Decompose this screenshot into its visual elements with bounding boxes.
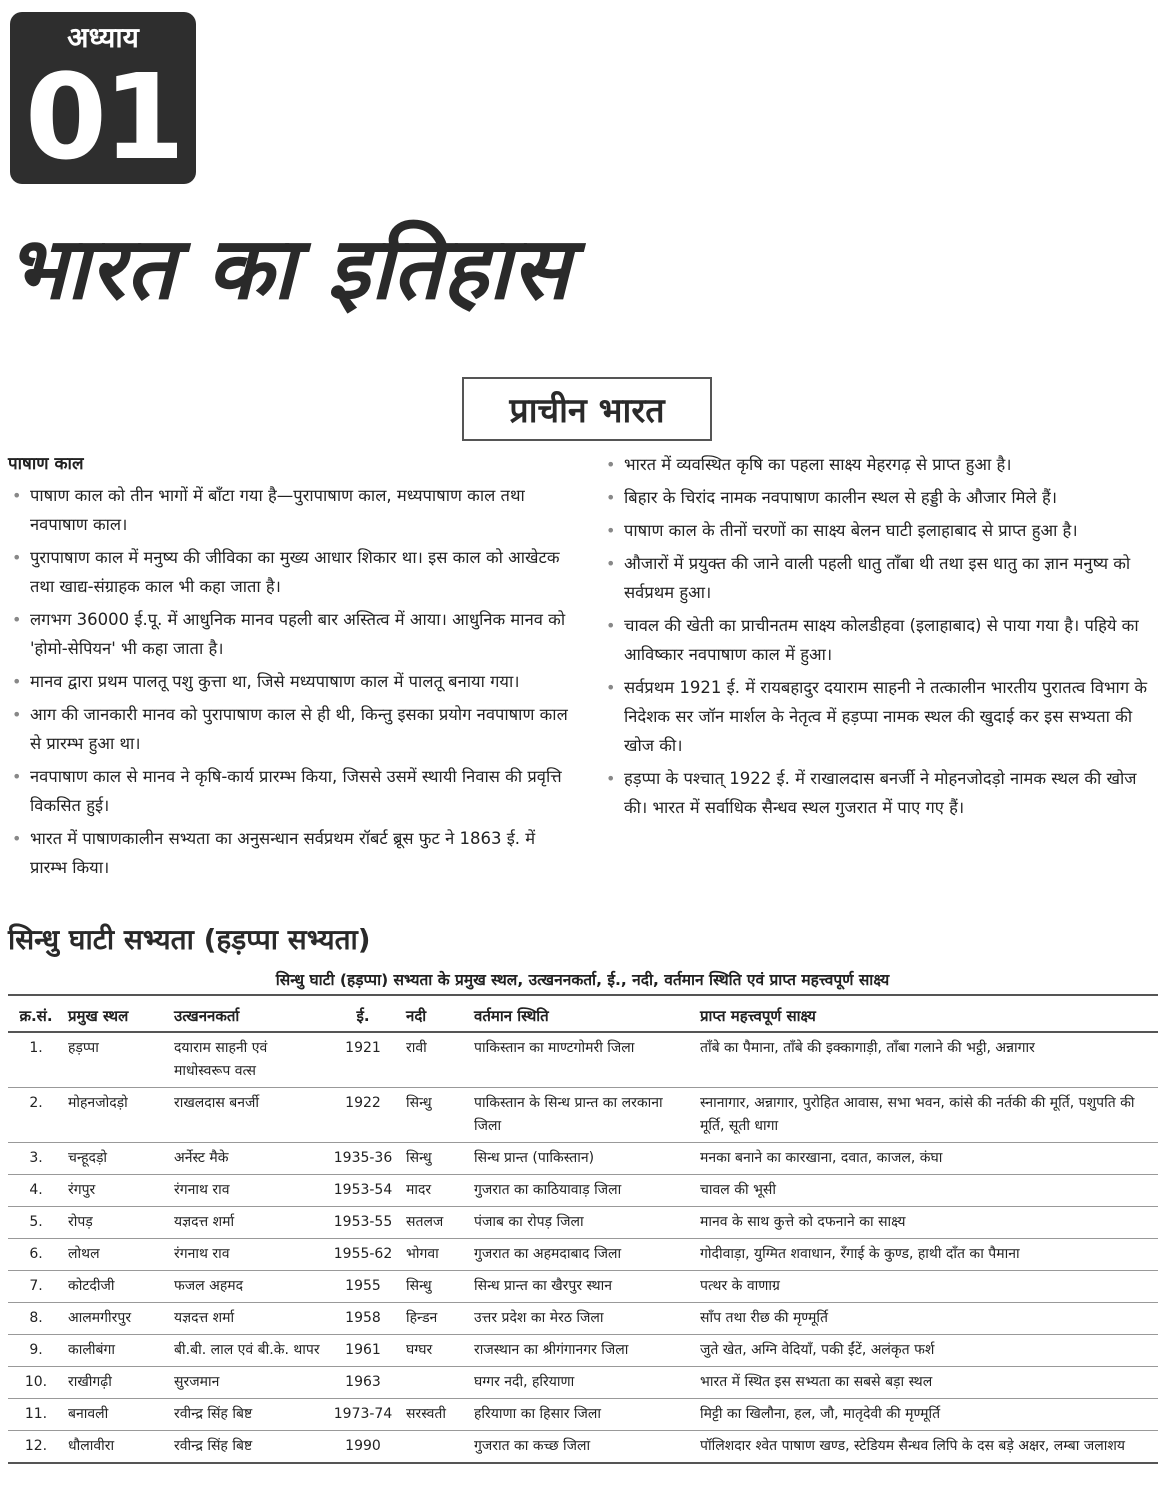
bullet-point: • पुरापाषाण काल में मनुष्य की जीविका का मुख्य आधार शिकार था। इस काल को आखेटक तथा खाद्य-संग्राहक काल भी कहा जाता है। [8,543,576,601]
table-row [8,1088,1158,1143]
bullet-point: • भारत में व्यवस्थित कृषि का पहला साक्ष्य मेहरगढ़ से प्राप्त हुआ है। [602,450,1158,479]
cell-site: धौलावीरा [64,1431,170,1464]
cell-site: बनावली [64,1399,170,1431]
cell-present-location: पाकिस्तान का माण्टगोमरी जिला [470,1032,696,1088]
table-row [8,1207,1158,1239]
column-header-serial-number: क्र.सं. [8,995,64,1032]
cell-excavator: सुरजमान [170,1367,324,1399]
bullet-point: • पाषाण काल के तीनों चरणों का साक्ष्य बेलन घाटी इलाहाबाद से प्राप्त हुआ है। [602,516,1158,545]
cell-evidence: मानव के साथ कुत्ते को दफनाने का साक्ष्य [696,1207,1158,1239]
bullet-point: • बिहार के चिरांद नामक नवपाषाण कालीन स्थल से हड्डी के औजार मिले हैं। [602,483,1158,512]
cell-evidence: साँप तथा रीछ की मृण्मूर्ति [696,1303,1158,1335]
cell-evidence: भारत में स्थित इस सभ्यता का सबसे बड़ा स्थल [696,1367,1158,1399]
cell-present-location: सिन्ध प्रान्त (पाकिस्तान) [470,1143,696,1175]
cell-present-location: पंजाब का रोपड़ जिला [470,1207,696,1239]
cell-present-location: पाकिस्तान के सिन्ध प्रान्त का लरकाना जिला [470,1088,696,1143]
cell-river: भोगवा [402,1239,470,1271]
page-title: भारत का इतिहास [6,219,571,319]
table-header-row [8,995,1158,1032]
cell-year: 1990 [324,1431,402,1464]
table-row [8,1399,1158,1431]
cell-evidence: मनका बनाने का कारखाना, दवात, काजल, कंघा [696,1143,1158,1175]
cell-year: 1922 [324,1088,402,1143]
cell-site: कोटदीजी [64,1271,170,1303]
table-row [8,1032,1158,1088]
section-title: प्राचीन भारत [462,377,712,441]
cell-evidence: जुते खेत, अग्नि वेदियाँ, पकी ईंटें, अलंकृत फर्श [696,1335,1158,1367]
cell-serial-number: 1. [8,1032,64,1088]
indus-heading: सिन्धु घाटी सभ्यता (हड़प्पा सभ्यता) [8,923,371,956]
cell-site: रंगपुर [64,1175,170,1207]
column-header-excavator: उत्खननकर्ता [170,995,324,1032]
cell-present-location: हरियाणा का हिसार जिला [470,1399,696,1431]
cell-excavator: रवीन्द्र सिंह बिष्ट [170,1399,324,1431]
chapter-number: 01 [24,48,182,186]
cell-river: रावी [402,1032,470,1088]
table-row [8,1431,1158,1464]
cell-serial-number: 9. [8,1335,64,1367]
bullet-point: • औजारों में प्रयुक्त की जाने वाली पहली धातु ताँबा थी तथा इस धातु का ज्ञान मनुष्य को सर्वप्रथम हुआ। [602,549,1158,607]
cell-evidence: गोदीवाड़ा, युग्मित शवाधान, रँगाई के कुण्ड, हाथी दाँत का पैमाना [696,1239,1158,1271]
cell-excavator: रंगनाथ राव [170,1239,324,1271]
cell-serial-number: 3. [8,1143,64,1175]
cell-site: रोपड़ [64,1207,170,1239]
cell-serial-number: 10. [8,1367,64,1399]
bullet-point: • आग की जानकारी मानव को पुरापाषाण काल से ही थी, किन्तु इसका प्रयोग नवपाषाण काल से प्रारम्भ हुआ था। [8,700,576,758]
stone-age-right-list [602,450,1158,822]
stone-age-heading: पाषाण काल [8,454,84,474]
cell-evidence: मिट्टी का खिलौना, हल, जौ, मातृदेवी की मृण्मूर्ति [696,1399,1158,1431]
cell-evidence: पॉलिशदार श्वेत पाषाण खण्ड, स्टेडियम सैन्धव लिपि के दस बड़े अक्षर, लम्बा जलाशय [696,1431,1158,1464]
cell-river: घग्घर [402,1335,470,1367]
cell-year: 1921 [324,1032,402,1088]
cell-serial-number: 8. [8,1303,64,1335]
table-row [8,1239,1158,1271]
column-header-river: नदी [402,995,470,1032]
cell-site: कालीबंगा [64,1335,170,1367]
cell-river: सिन्धु [402,1143,470,1175]
bullet-point: • मानव द्वारा प्रथम पालतू पशु कुत्ता था, जिसे मध्यपाषाण काल में पालतू बनाया गया। [8,667,576,696]
cell-present-location: सिन्ध प्रान्त का खैरपुर स्थान [470,1271,696,1303]
cell-excavator: रवीन्द्र सिंह बिष्ट [170,1431,324,1464]
cell-excavator: अर्नेस्ट मैके [170,1143,324,1175]
cell-serial-number: 6. [8,1239,64,1271]
cell-site: मोहनजोदड़ो [64,1088,170,1143]
column-header-year: ई. [324,995,402,1032]
table-row [8,1303,1158,1335]
bullet-point: • हड़प्पा के पश्चात् 1922 ई. में राखालदास बनर्जी ने मोहनजोदड़ो नामक स्थल की खोज की। भारत में सर्वाधिक सैन्धव स्थल गुजरात में पाए गए हैं। [602,764,1158,822]
column-header-evidence: प्राप्त महत्त्वपूर्ण साक्ष्य [696,995,1158,1032]
cell-excavator: दयाराम साहनी एवं माधोस्वरूप वत्स [170,1032,324,1088]
table-row [8,1143,1158,1175]
cell-serial-number: 4. [8,1175,64,1207]
table-row [8,1367,1158,1399]
cell-river [402,1431,470,1464]
column-header-site: प्रमुख स्थल [64,995,170,1032]
cell-excavator: फजल अहमद [170,1271,324,1303]
table-row [8,1271,1158,1303]
bullet-point: • सर्वप्रथम 1921 ई. में रायबहादुर दयाराम साहनी ने तत्कालीन भारतीय पुरातत्व विभाग के निदेशक सर जॉन मार्शल के नेतृत्व में हड़प्पा नामक स्थल की खुदाई कर इस सभ्यता की खोज की। [602,673,1158,760]
table-row [8,1335,1158,1367]
table-row [8,1175,1158,1207]
cell-year: 1953-55 [324,1207,402,1239]
bullet-point: • भारत में पाषाणकालीन सभ्यता का अनुसन्धान सर्वप्रथम रॉबर्ट ब्रूस फुट ने 1863 ई. में प्रारम्भ किया। [8,824,576,882]
cell-present-location: गुजरात का अहमदाबाद जिला [470,1239,696,1271]
cell-year: 1963 [324,1367,402,1399]
cell-excavator: यज्ञदत्त शर्मा [170,1303,324,1335]
cell-excavator: बी.बी. लाल एवं बी.के. थापर [170,1335,324,1367]
bullet-point: • पाषाण काल को तीन भागों में बाँटा गया है—पुरापाषाण काल, मध्यपाषाण काल तथा नवपाषाण काल। [8,481,576,539]
cell-river: मादर [402,1175,470,1207]
cell-excavator: राखलदास बनर्जी [170,1088,324,1143]
stone-age-right-column [602,450,1158,826]
cell-river [402,1367,470,1399]
column-header-present-location: वर्तमान स्थिति [470,995,696,1032]
bullet-point: • चावल की खेती का प्राचीनतम साक्ष्य कोलडीहवा (इलाहाबाद) से पाया गया है। पहिये का आविष्कार नवपाषाण काल में हुआ। [602,611,1158,669]
chapter-badge [10,12,196,184]
cell-river: सिन्धु [402,1088,470,1143]
cell-year: 1961 [324,1335,402,1367]
cell-serial-number: 5. [8,1207,64,1239]
bullet-point: • लगभग 36000 ई.पू. में आधुनिक मानव पहली बार अस्तित्व में आया। आधुनिक मानव को 'होमो-सेपियन' भी कहा जाता है। [8,605,576,663]
table-body [8,1032,1158,1463]
cell-year: 1955-62 [324,1239,402,1271]
chapter-label: अध्याय [67,21,139,54]
cell-serial-number: 7. [8,1271,64,1303]
cell-serial-number: 2. [8,1088,64,1143]
cell-river: सरस्वती [402,1399,470,1431]
cell-evidence: ताँबे का पैमाना, ताँबे की इक्कागाड़ी, ताँबा गलाने की भट्ठी, अन्नागार [696,1032,1158,1088]
cell-year: 1953-54 [324,1175,402,1207]
cell-serial-number: 12. [8,1431,64,1464]
cell-river: हिन्डन [402,1303,470,1335]
cell-serial-number: 11. [8,1399,64,1431]
bullet-point: • नवपाषाण काल से मानव ने कृषि-कार्य प्रारम्भ किया, जिससे उसमें स्थायी निवास की प्रवृत्ति विकसित हुई। [8,762,576,820]
table-caption: सिन्धु घाटी (हड़प्पा) सभ्यता के प्रमुख स्थल, उत्खननकर्ता, ई., नदी, वर्तमान स्थिति एवं प्राप्त महत्त्वपूर्ण साक्ष्य [275,971,890,989]
cell-present-location: गुजरात का काठियावाड़ जिला [470,1175,696,1207]
indus-sites-table [8,994,1158,1464]
cell-year: 1935-36 [324,1143,402,1175]
cell-present-location: गुजरात का कच्छ जिला [470,1431,696,1464]
cell-evidence: स्नानागार, अन्नागार, पुरोहित आवास, सभा भवन, कांसे की नर्तकी की मूर्ति, पशुपति की मूर्ति, सूती धागा [696,1088,1158,1143]
cell-present-location: राजस्थान का श्रीगंगानगर जिला [470,1335,696,1367]
cell-site: हड़प्पा [64,1032,170,1088]
cell-present-location: घग्गर नदी, हरियाणा [470,1367,696,1399]
cell-site: राखीगढ़ी [64,1367,170,1399]
cell-year: 1955 [324,1271,402,1303]
cell-site: चन्हूदड़ो [64,1143,170,1175]
cell-river: सिन्धु [402,1271,470,1303]
cell-evidence: चावल की भूसी [696,1175,1158,1207]
cell-present-location: उत्तर प्रदेश का मेरठ जिला [470,1303,696,1335]
cell-site: लोथल [64,1239,170,1271]
cell-excavator: यज्ञदत्त शर्मा [170,1207,324,1239]
cell-year: 1958 [324,1303,402,1335]
cell-year: 1973-74 [324,1399,402,1431]
stone-age-left-column [8,450,576,886]
cell-site: आलमगीरपुर [64,1303,170,1335]
cell-river: सतलज [402,1207,470,1239]
stone-age-left-list [8,481,576,882]
cell-excavator: रंगनाथ राव [170,1175,324,1207]
cell-evidence: पत्थर के वाणाग्र [696,1271,1158,1303]
